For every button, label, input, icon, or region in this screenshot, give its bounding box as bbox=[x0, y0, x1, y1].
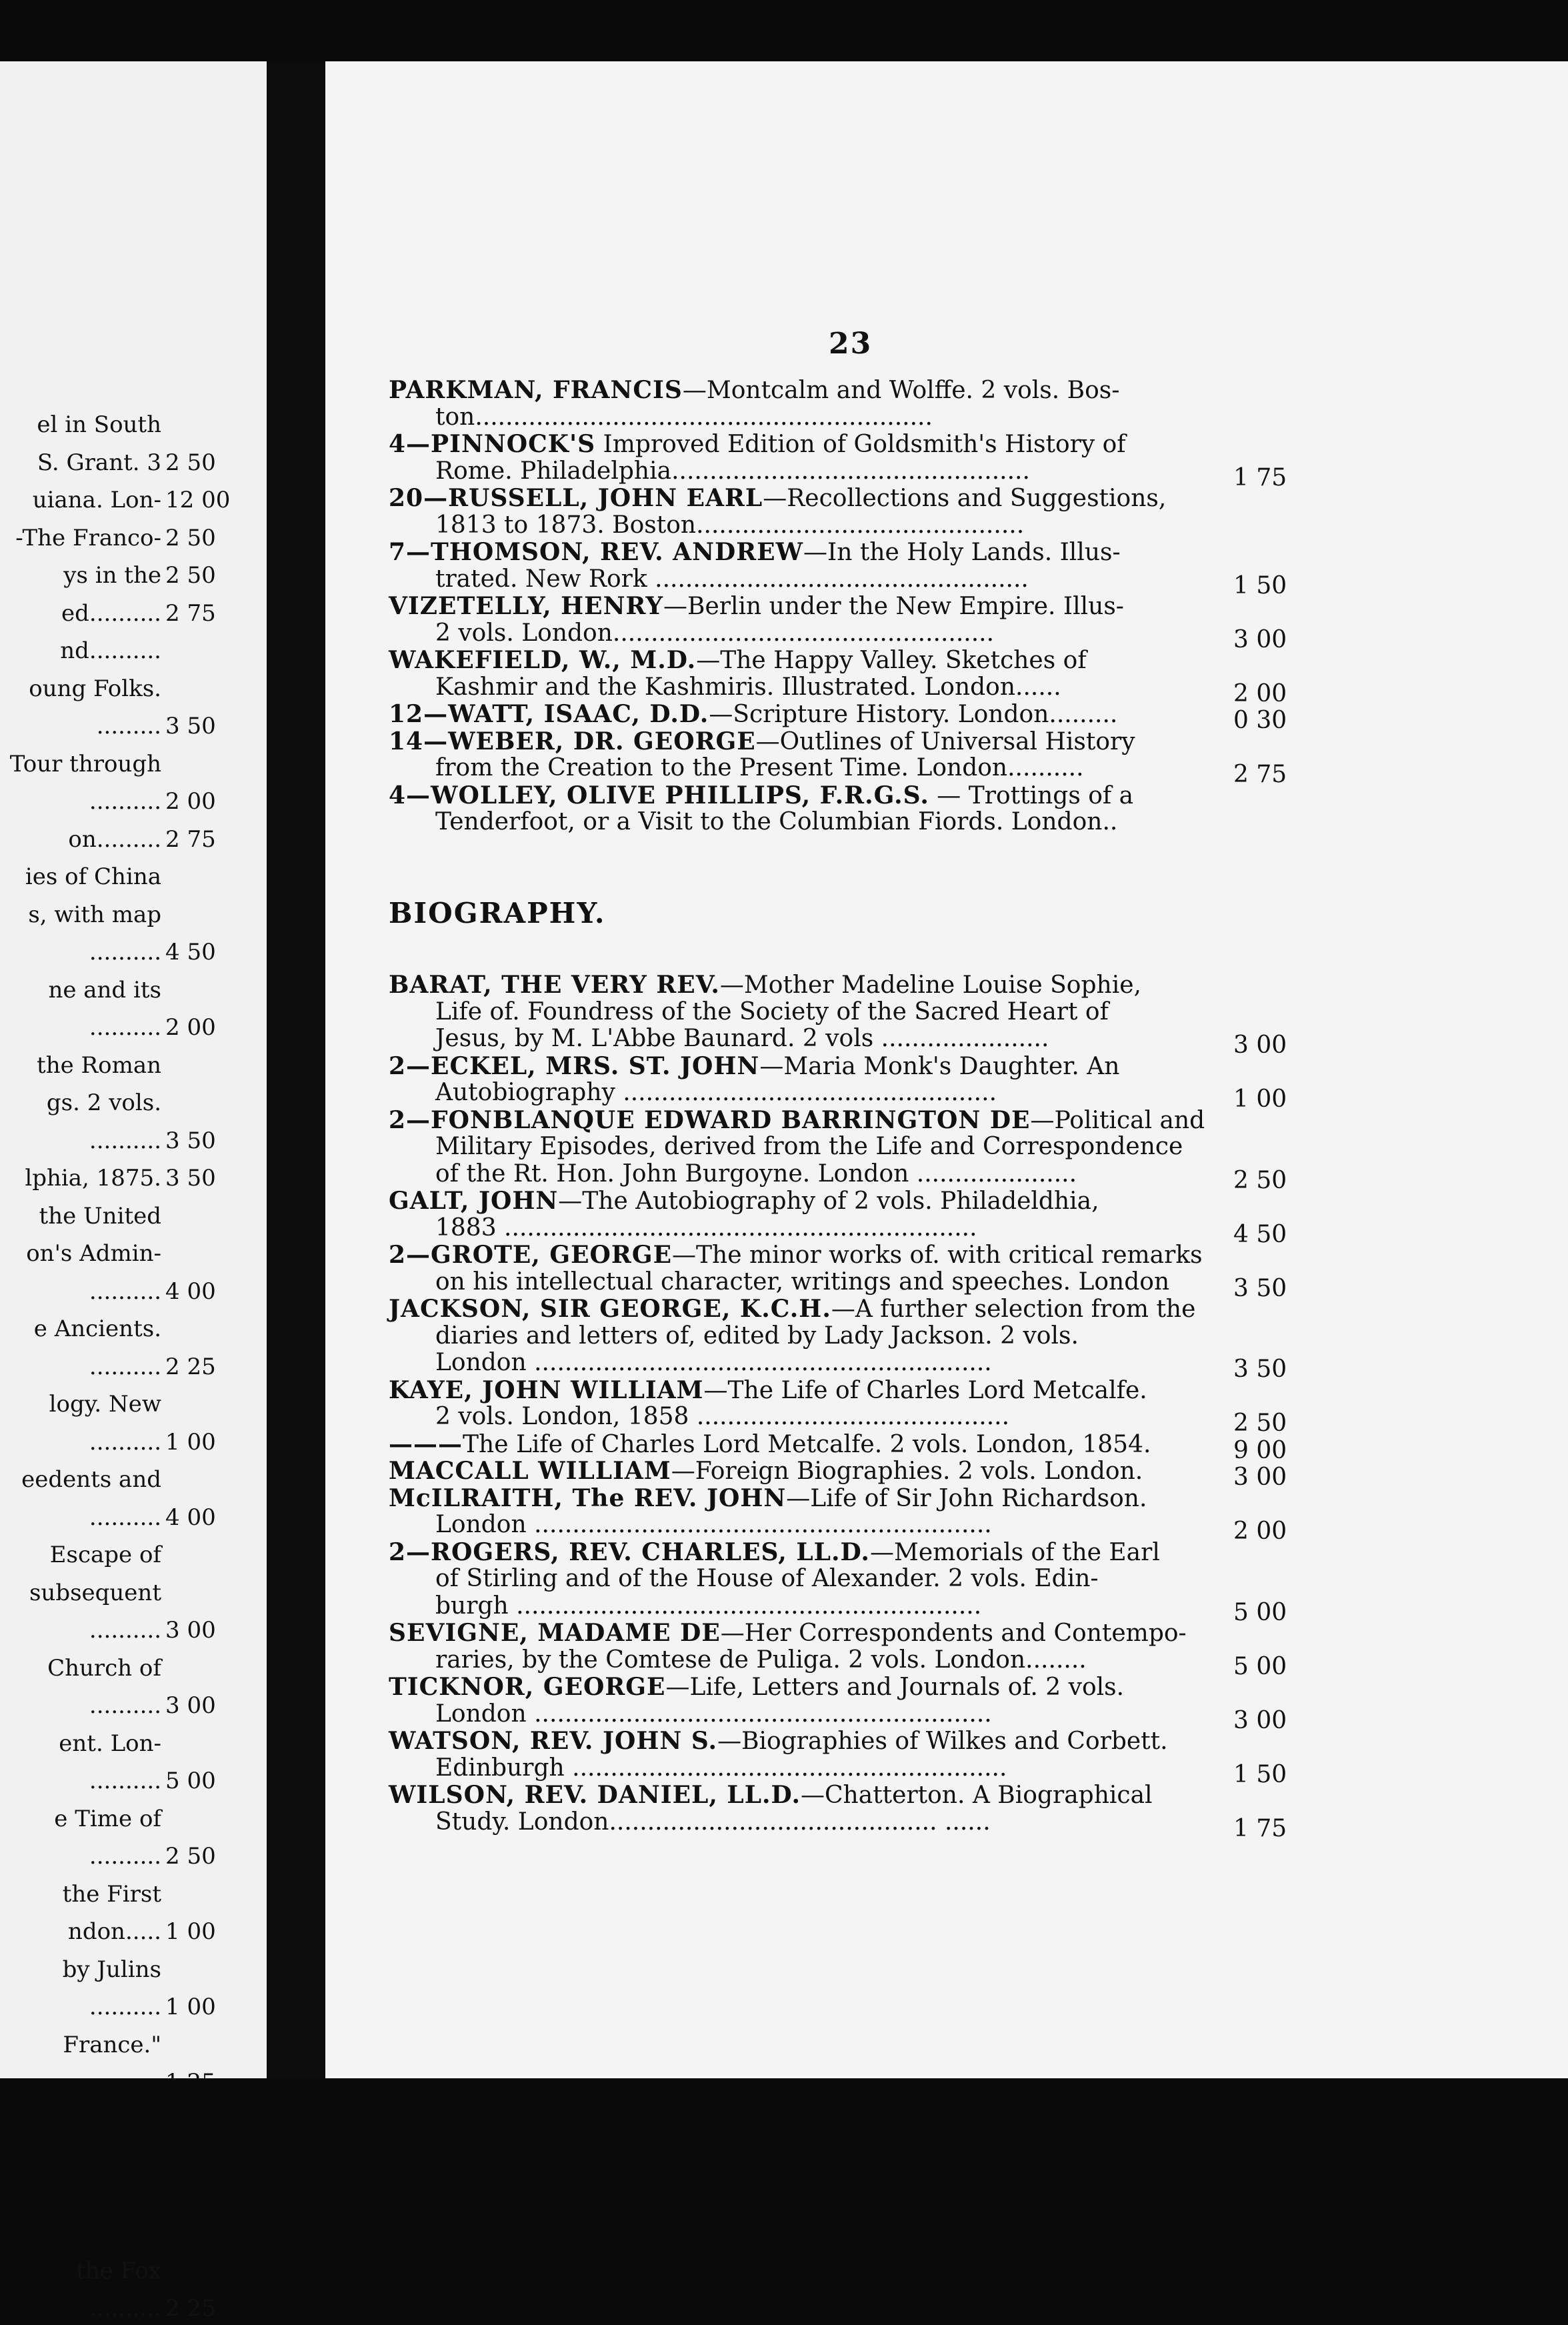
entry-author: KAYE, JOHN WILLIAM bbox=[389, 1376, 704, 1404]
left-page-line-text: .......... bbox=[89, 1843, 161, 1870]
left-page-line bbox=[0, 1200, 267, 1233]
left-page-line-price: 2 25 bbox=[165, 1353, 216, 1380]
left-page-line-text: on......... bbox=[68, 825, 161, 853]
catalog-entry-line bbox=[389, 780, 1222, 811]
entry-price: 3 00 bbox=[1233, 625, 1287, 653]
entry-text: —A further selection from the bbox=[831, 1296, 1196, 1323]
entry-text: Autobiography ................................................. bbox=[435, 1079, 997, 1106]
entry-author: 2—ECKEL, MRS. ST. JOHN bbox=[389, 1051, 760, 1080]
left-page-line-price: 1 00 bbox=[165, 1918, 216, 1945]
entry-text: —Political and bbox=[1030, 1106, 1205, 1134]
left-page-line-text: subsequent bbox=[29, 1579, 161, 1606]
entry-text: Life of. Foundress of the Society of the Sacred Heart of bbox=[435, 997, 1109, 1025]
left-page-line-text: ......... bbox=[96, 713, 161, 739]
left-page-line bbox=[0, 1011, 267, 1044]
entry-author: SEVIGNE, MADAME DE bbox=[389, 1619, 721, 1647]
entry-text: —Berlin under the New Empire. Illus- bbox=[663, 593, 1124, 620]
entry-text: Rome. Philadelphia............................................... bbox=[435, 457, 1030, 485]
entry-text: Tenderfoot, or a Visit to the Columbian Fiords. London.. bbox=[435, 808, 1118, 835]
left-page-line-text: by Julins bbox=[62, 1956, 161, 1983]
entry-author: 2—ROGERS, REV. CHARLES, LL.D. bbox=[389, 1538, 870, 1566]
left-page-line-text: on's Admin- bbox=[26, 1240, 161, 1267]
left-page-line bbox=[0, 823, 267, 856]
left-page-line bbox=[0, 1275, 267, 1308]
left-page-line-text: logy. New bbox=[49, 1391, 161, 1418]
catalog-entry-line bbox=[435, 1023, 1222, 1054]
left-page-line bbox=[0, 1086, 267, 1119]
entry-text: —Scripture History. London......... bbox=[709, 701, 1118, 728]
entry-text: of the Rt. Hon. John Burgoyne. London ..................... bbox=[435, 1159, 1077, 1188]
catalog-entry-line bbox=[389, 1186, 1222, 1216]
entry-text: —Biographies of Wilkes and Corbett. bbox=[717, 1728, 1168, 1755]
entry-author: TICKNOR, GEORGE bbox=[389, 1673, 666, 1701]
entry-text: — Trottings of a bbox=[929, 781, 1134, 809]
left-page-line-price: 2 00 bbox=[165, 1014, 216, 1041]
left-page-line bbox=[0, 1312, 267, 1346]
entry-text: —Outlines of Universal History bbox=[755, 727, 1135, 755]
page-number: 23 bbox=[829, 327, 873, 361]
left-page-line-text: .......... bbox=[89, 1994, 161, 2020]
entry-text: —Life, Letters and Journals of. 2 vols. bbox=[665, 1674, 1125, 1701]
entry-author: 14—WEBER, DR. GEORGE bbox=[389, 727, 756, 755]
catalog-entry-line bbox=[435, 1321, 1222, 1352]
entry-text: on his intellectual character, writings and speeches. London bbox=[435, 1268, 1170, 1296]
entry-text: —Mother Madeline Louise Sophie, bbox=[719, 971, 1141, 999]
catalog-entry-line bbox=[389, 1294, 1222, 1324]
left-page-line bbox=[0, 1237, 267, 1270]
left-page-line-text: .......... bbox=[89, 1278, 161, 1305]
entry-author: 4—PINNOCK'S bbox=[389, 430, 596, 458]
left-page-line bbox=[0, 1689, 267, 1722]
entry-text: Kashmir and the Kashmiris. Illustrated. London...... bbox=[435, 673, 1061, 701]
entry-price: 9 00 bbox=[1233, 1436, 1287, 1464]
left-page-line-text: oung Folks. bbox=[29, 675, 161, 702]
left-page-line-text: the Roman bbox=[37, 1051, 161, 1079]
left-page-line-price: 2 75 bbox=[165, 825, 216, 853]
left-page-line-text: eedents and bbox=[21, 1466, 161, 1493]
catalog-entry-line bbox=[435, 807, 1222, 837]
entry-author: 2—FONBLANQUE EDWARD BARRINGTON DE bbox=[389, 1105, 1031, 1134]
entry-author: VIZETELLY, HENRY bbox=[389, 592, 664, 620]
left-page-line-text: .......... bbox=[89, 788, 161, 815]
catalog-entry-line bbox=[389, 699, 1222, 729]
left-page-line-text: nd.......... bbox=[60, 637, 161, 664]
left-page-line-price: 2 50 bbox=[165, 1843, 216, 1870]
catalog-entry-line bbox=[389, 969, 1222, 1000]
entry-text: —In the Holy Lands. Illus- bbox=[803, 539, 1121, 566]
entry-price: 2 75 bbox=[1233, 761, 1287, 788]
page-gutter bbox=[267, 61, 325, 2078]
entry-text: —The Happy Valley. Sketches of bbox=[696, 647, 1087, 674]
catalog-entry-line bbox=[389, 1726, 1222, 1756]
left-page-line bbox=[0, 860, 267, 893]
left-page-line bbox=[0, 1049, 267, 1082]
entry-text: 2 vols. London.................................................. bbox=[435, 619, 995, 647]
left-page-line bbox=[0, 1576, 267, 1610]
entry-author: 2—GROTE, GEORGE bbox=[389, 1241, 673, 1269]
left-page-line-text: -The Franco- bbox=[15, 524, 161, 551]
left-page-line bbox=[0, 898, 267, 931]
catalog-entry-line bbox=[435, 1402, 1222, 1432]
entry-price: 1 50 bbox=[1233, 571, 1287, 599]
entry-text: London ............................................................ bbox=[435, 1700, 992, 1728]
catalog-entry-line bbox=[389, 591, 1222, 621]
left-page-line bbox=[0, 785, 267, 818]
left-page-line-text: .......... bbox=[89, 1768, 161, 1794]
left-page-line bbox=[0, 1614, 267, 1647]
left-page-line-price: 1 00 bbox=[165, 1994, 216, 2020]
left-page-line-text: the United bbox=[39, 1202, 161, 1230]
left-page-line-text: the Fox bbox=[76, 2257, 161, 2284]
entry-author: 4—WOLLEY, OLIVE PHILLIPS, F.R.G.S. bbox=[389, 781, 929, 809]
catalog-entry-line bbox=[435, 618, 1222, 649]
entry-author: WAKEFIELD, W., M.D. bbox=[389, 646, 697, 674]
left-page-line-text: .......... bbox=[89, 1127, 161, 1154]
entry-text: Study. London........................................... ...... bbox=[435, 1808, 991, 1836]
entry-author: 12—WATT, ISAAC, D.D. bbox=[389, 700, 709, 728]
entry-price: 0 30 bbox=[1233, 707, 1287, 734]
left-page-line bbox=[0, 597, 267, 630]
left-page-line-price: 2 25 bbox=[165, 2295, 216, 2322]
catalog-entry-line bbox=[435, 1564, 1222, 1594]
left-page-line bbox=[0, 1350, 267, 1384]
catalog-entry-line bbox=[435, 1267, 1222, 1298]
left-page-line bbox=[0, 1990, 267, 2024]
left-page-line-price: 3 00 bbox=[165, 1617, 216, 1644]
entry-text: diaries and letters of, edited by Lady Jackson. 2 vols. bbox=[435, 1322, 1079, 1350]
left-page-line-price: 5 00 bbox=[165, 1768, 216, 1794]
entry-text: —The Autobiography of 2 vols. Philadeldhia, bbox=[558, 1188, 1099, 1215]
left-page-line-price: 3 00 bbox=[165, 1692, 216, 1719]
left-page-line-text: .......... bbox=[89, 1692, 161, 1719]
catalog-entry-line bbox=[435, 1510, 1222, 1540]
catalog-entry-line bbox=[435, 1591, 1222, 1622]
entry-author: 7—THOMSON, REV. ANDREW bbox=[389, 538, 803, 566]
entry-price: 3 50 bbox=[1233, 1274, 1287, 1302]
entry-price: 2 50 bbox=[1233, 1166, 1287, 1194]
left-page-line-text: uiana. Lon- bbox=[32, 487, 161, 513]
left-page-line bbox=[0, 1727, 267, 1760]
left-page-line-price: 1 00 bbox=[165, 1428, 216, 1456]
left-page-line bbox=[0, 1915, 267, 1948]
entry-text: from the Creation to the Present Time. London.......... bbox=[435, 754, 1084, 781]
catalog-entry-line bbox=[389, 1105, 1222, 1135]
catalog-entry-line bbox=[389, 1375, 1222, 1406]
left-page-line bbox=[0, 1426, 267, 1459]
left-page-line bbox=[0, 1652, 267, 1685]
left-page-line-text: ent. Lon- bbox=[59, 1730, 161, 1757]
left-page-line-price: 4 50 bbox=[165, 939, 216, 965]
entry-text: burgh ............................................................. bbox=[435, 1592, 982, 1620]
entry-author: ——— bbox=[389, 1430, 463, 1458]
catalog-entry-line bbox=[389, 726, 1222, 757]
left-page-line bbox=[0, 973, 267, 1007]
left-page-line bbox=[0, 408, 267, 441]
catalog-entry-line bbox=[435, 1348, 1222, 1378]
entry-text: —Recollections and Suggestions, bbox=[763, 485, 1167, 512]
entry-price: 2 00 bbox=[1233, 679, 1287, 707]
entry-text: —Foreign Biographies. 2 vols. London. bbox=[671, 1458, 1143, 1485]
catalog-entry-line bbox=[435, 1213, 1222, 1244]
entry-price: 3 00 bbox=[1233, 1464, 1287, 1491]
entry-text: London ............................................................ bbox=[435, 1349, 992, 1376]
left-page-line-price: 2 75 bbox=[165, 599, 216, 627]
left-page-line-text: Escape of bbox=[49, 1542, 161, 1568]
catalog-entry-line bbox=[435, 1807, 1222, 1838]
entry-text: —Her Correspondents and Contempo- bbox=[720, 1620, 1187, 1647]
left-page-line-text: .......... bbox=[89, 1504, 161, 1531]
entry-text: Improved Edition of Goldsmith's History of bbox=[595, 431, 1126, 458]
catalog-entry-line bbox=[389, 1483, 1222, 1514]
entry-author: MACCALL WILLIAM bbox=[389, 1457, 671, 1485]
left-page-line bbox=[0, 1764, 267, 1798]
entry-text: —Chatterton. A Biographical bbox=[801, 1782, 1153, 1809]
left-page-line-text: e Ancients. bbox=[33, 1316, 161, 1342]
catalog-entry-line bbox=[435, 1699, 1222, 1730]
left-page-line bbox=[0, 1388, 267, 1421]
catalog-entry-line bbox=[389, 1618, 1222, 1648]
left-page-line-text: ndon..... bbox=[67, 1918, 161, 1945]
catalog-entry-line bbox=[389, 375, 1222, 405]
left-page-line bbox=[0, 1538, 267, 1572]
entry-text: Military Episodes, derived from the Life and Correspondence bbox=[435, 1133, 1183, 1160]
left-page-line bbox=[0, 1463, 267, 1496]
catalog-entry-line bbox=[389, 1456, 1222, 1486]
left-page-line bbox=[0, 483, 267, 517]
catalog-entry-line bbox=[435, 1159, 1222, 1190]
entry-text: 2 vols. London, 1858 ......................................... bbox=[435, 1403, 1010, 1430]
left-page-line bbox=[0, 709, 267, 743]
catalog-entry-line bbox=[389, 1051, 1222, 1081]
left-page-line-price: 3 50 bbox=[165, 1127, 216, 1154]
entry-price: 3 50 bbox=[1233, 1356, 1287, 1383]
previous-page-fragment bbox=[0, 61, 267, 2322]
left-page-line-text: ies of China bbox=[25, 863, 161, 890]
left-page-line bbox=[0, 1124, 267, 1157]
left-page-line-text: Tour through bbox=[9, 750, 161, 777]
left-page-line-text: .......... bbox=[89, 1014, 161, 1041]
entry-price: 5 00 bbox=[1233, 1652, 1287, 1680]
entry-author: WILSON, REV. DANIEL, LL.D. bbox=[389, 1781, 801, 1809]
entry-text: 1883 .............................................................. bbox=[435, 1214, 977, 1242]
entry-author: McILRAITH, The REV. JOHN bbox=[389, 1484, 787, 1512]
catalog-entry-line bbox=[435, 1753, 1222, 1784]
catalog-entry-line bbox=[389, 483, 1222, 513]
catalog-entry-line bbox=[435, 1645, 1222, 1676]
entry-author: JACKSON, SIR GEORGE, K.C.H. bbox=[389, 1295, 831, 1323]
catalog-entry-line bbox=[389, 1672, 1222, 1702]
catalog-entry-line bbox=[435, 510, 1222, 541]
left-page-line-text: s, with map bbox=[28, 901, 161, 928]
entry-text: of Stirling and of the House of Alexander. 2 vols. Edin- bbox=[435, 1565, 1099, 1592]
entry-price: 3 00 bbox=[1233, 1706, 1287, 1734]
entry-text: —Montcalm and Wolffe. 2 vols. Bos- bbox=[682, 377, 1120, 404]
entry-author: GALT, JOHN bbox=[389, 1187, 559, 1215]
catalog-entry-line bbox=[435, 753, 1222, 783]
catalog-entry-line bbox=[389, 1780, 1222, 1810]
left-page-line bbox=[0, 1802, 267, 1836]
left-page-line bbox=[0, 2254, 267, 2288]
catalog-entry-line bbox=[389, 1537, 1222, 1568]
entry-author: 20—RUSSELL, JOHN EARL bbox=[389, 484, 763, 512]
entry-text: —Memorials of the Earl bbox=[869, 1538, 1160, 1566]
entry-price: 1 00 bbox=[1233, 1085, 1287, 1113]
left-page-line-price: 2 50 bbox=[165, 449, 216, 476]
catalog-entry-line bbox=[389, 1240, 1222, 1270]
entry-price: 2 50 bbox=[1233, 1410, 1287, 1437]
left-page-line bbox=[0, 672, 267, 705]
entry-text: Jesus, by M. L'Abbe Baunard. 2 vols ...................... bbox=[435, 1025, 1049, 1052]
left-page-line-price: 2 00 bbox=[165, 788, 216, 815]
entry-price: 1 50 bbox=[1233, 1760, 1287, 1788]
section-heading: BIOGRAPHY. bbox=[389, 897, 606, 929]
left-page-line-text: S. Grant. 3 bbox=[37, 449, 161, 476]
entry-price: 4 50 bbox=[1233, 1220, 1287, 1248]
entry-text: —The Life of Charles Lord Metcalfe. bbox=[703, 1376, 1147, 1404]
entry-author: PARKMAN, FRANCIS bbox=[389, 376, 683, 404]
left-page-line-text: Church of bbox=[47, 1654, 161, 1682]
left-page-line bbox=[0, 521, 267, 555]
entry-text: 1813 to 1873. Boston........................................... bbox=[435, 511, 1025, 539]
entry-price: 1 75 bbox=[1233, 1814, 1287, 1842]
left-page-line bbox=[0, 2028, 267, 2062]
catalog-entry-line bbox=[435, 997, 1222, 1027]
entry-author: BARAT, THE VERY REV. bbox=[389, 971, 720, 999]
entry-text: Edinburgh ......................................................... bbox=[435, 1754, 1007, 1782]
left-page-line-price: 12 00 bbox=[165, 487, 231, 513]
left-page-line bbox=[0, 559, 267, 592]
left-page-line-text: el in South bbox=[37, 411, 161, 438]
entry-text: raries, by the Comtese de Puliga. 2 vols. London........ bbox=[435, 1646, 1087, 1674]
entry-price: 1 75 bbox=[1233, 463, 1287, 491]
entry-price: 3 00 bbox=[1233, 1031, 1287, 1059]
catalog-entry-line bbox=[435, 456, 1222, 487]
catalog-entry-line bbox=[435, 1131, 1222, 1162]
entry-text: trated. New Rork ................................................. bbox=[435, 565, 1029, 593]
left-page-line-price: 3 50 bbox=[165, 1165, 216, 1192]
catalog-entry-line bbox=[435, 564, 1222, 595]
catalog-entry-line bbox=[389, 1429, 1222, 1460]
catalog-page bbox=[325, 61, 1568, 2078]
entry-text: —Life of Sir John Richardson. bbox=[786, 1484, 1147, 1512]
entry-author: WATSON, REV. JOHN S. bbox=[389, 1727, 718, 1755]
left-page-line-text: e Time of bbox=[54, 1805, 161, 1832]
left-page-line bbox=[0, 1501, 267, 1534]
left-page-line-text: gs. 2 vols. bbox=[46, 1089, 161, 1116]
left-page-line bbox=[0, 446, 267, 479]
entry-text: —The minor works of. with critical remarks bbox=[672, 1242, 1203, 1269]
left-page-line bbox=[0, 1840, 267, 1873]
entry-text: The Life of Charles Lord Metcalfe. 2 vols. London, 1854. bbox=[463, 1430, 1151, 1458]
catalog-entry-line bbox=[389, 429, 1222, 459]
left-page-line-text: the First bbox=[62, 1880, 161, 1908]
left-page-line-text: .......... bbox=[89, 1428, 161, 1456]
catalog-entry-line bbox=[435, 672, 1222, 703]
left-page-line bbox=[0, 1161, 267, 1195]
entry-text: ton............................................................ bbox=[435, 403, 933, 431]
scan-border bbox=[0, 2078, 1568, 2246]
left-page-line-price: 2 50 bbox=[165, 524, 216, 551]
left-page-line bbox=[0, 1953, 267, 1986]
entry-text: —Maria Monk's Daughter. An bbox=[759, 1052, 1120, 1080]
left-page-line-price: 2 50 bbox=[165, 562, 216, 589]
left-page-line-text: .......... bbox=[89, 1353, 161, 1380]
catalog-entry-line bbox=[389, 645, 1222, 675]
entry-price: 2 00 bbox=[1233, 1518, 1287, 1545]
left-page-line-price: 3 50 bbox=[165, 713, 216, 739]
left-page-line-text: France." bbox=[63, 2031, 161, 2058]
left-page-line-price: 4 00 bbox=[165, 1504, 216, 1531]
catalog-entry-line bbox=[435, 402, 1222, 433]
left-page-line bbox=[0, 2292, 267, 2325]
left-page-line-text: .......... bbox=[89, 1617, 161, 1644]
left-page-line-text: ys in the bbox=[63, 562, 161, 589]
left-page-line-text: .......... bbox=[89, 939, 161, 965]
left-page-line-text: lphia, 1875. bbox=[25, 1165, 161, 1192]
entry-price: 5 00 bbox=[1233, 1598, 1287, 1626]
left-page-line-text: ne and its bbox=[48, 976, 161, 1003]
left-page-line bbox=[0, 1878, 267, 1911]
left-page-line-text: ed.......... bbox=[61, 599, 161, 627]
catalog-entry-line bbox=[389, 537, 1222, 567]
left-page-line-price: 4 00 bbox=[165, 1278, 216, 1305]
catalog-entry-line bbox=[435, 1077, 1222, 1108]
left-page-line bbox=[0, 747, 267, 781]
entry-text: London ............................................................ bbox=[435, 1511, 992, 1538]
left-page-line bbox=[0, 935, 267, 969]
left-page-line-text: .......... bbox=[89, 2295, 161, 2322]
left-page-line bbox=[0, 634, 267, 667]
